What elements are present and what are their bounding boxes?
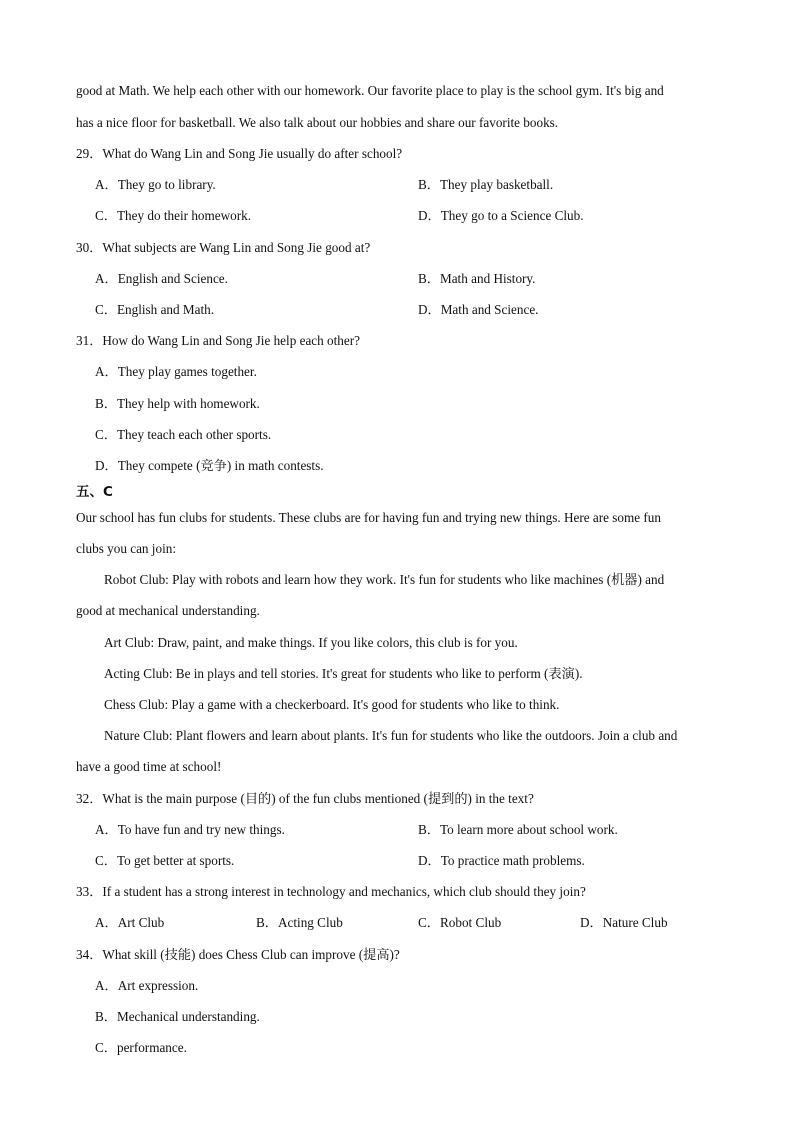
question-33-option-a[interactable]: A．Art Club [95, 915, 165, 930]
chess-club-paragraph: Chess Club: Play a game with a checkerboard. It's good for students who like to think. [104, 697, 560, 712]
passage-c-intro-line-1: Our school has fun clubs for students. These clubs are for having fun and trying new things. Here are some fun [76, 510, 661, 525]
question-30-option-c[interactable]: C．English and Math. [95, 302, 215, 317]
question-34-option-c[interactable]: C．performance. [95, 1040, 187, 1055]
question-30-option-b[interactable]: B．Math and History. [418, 271, 536, 286]
robot-club-line-1: Robot Club: Play with robots and learn how they work. It's fun for students who like machines (机器) and [104, 572, 665, 587]
question-34-stem: 34．What skill (技能) does Chess Club can improve (提高)? [76, 947, 400, 962]
question-33-stem: 33．If a student has a strong interest in technology and mechanics, which club should they join? [76, 884, 586, 899]
question-30-option-d[interactable]: D．Math and Science. [418, 302, 539, 317]
question-34-option-a[interactable]: A．Art expression. [95, 978, 199, 993]
robot-club-line-2: good at mechanical understanding. [76, 603, 260, 618]
nature-club-line-2: have a good time at school! [76, 759, 222, 774]
question-31-option-d[interactable]: D．They compete (竞争) in math contests. [95, 458, 324, 473]
passage-c-intro-line-2: clubs you can join: [76, 541, 176, 556]
passage-b-line-2: has a nice floor for basketball. We also talk about our hobbies and share our favorite books. [76, 115, 559, 130]
question-29-option-d[interactable]: D．They go to a Science Club. [418, 208, 584, 223]
question-34-option-b[interactable]: B．Mechanical understanding. [95, 1009, 260, 1024]
question-31-option-c[interactable]: C．They teach each other sports. [95, 427, 272, 442]
acting-club-paragraph: Acting Club: Be in plays and tell stories. It's great for students who like to perform (表演). [104, 666, 583, 681]
question-31-stem: 31．How do Wang Lin and Song Jie help each other? [76, 333, 360, 348]
nature-club-line-1: Nature Club: Plant flowers and learn about plants. It's fun for students who like the outdoors. Join a club and [104, 728, 678, 743]
question-29-option-a[interactable]: A．They go to library. [95, 177, 216, 192]
question-32-option-b[interactable]: B．To learn more about school work. [418, 822, 618, 837]
question-33-option-d[interactable]: D．Nature Club [580, 915, 668, 930]
question-31-option-b[interactable]: B．They help with homework. [95, 396, 260, 411]
question-29-option-c[interactable]: C．They do their homework. [95, 208, 252, 223]
section-heading: 五、C [76, 484, 113, 500]
question-32-option-d[interactable]: D．To practice math problems. [418, 853, 585, 868]
question-32-option-c[interactable]: C．To get better at sports. [95, 853, 235, 868]
question-32-stem: 32．What is the main purpose (目的) of the fun clubs mentioned (提到的) in the text? [76, 791, 534, 806]
question-29-option-b[interactable]: B．They play basketball. [418, 177, 554, 192]
question-31-option-a[interactable]: A．They play games together. [95, 364, 257, 379]
question-30-option-a[interactable]: A．English and Science. [95, 271, 228, 286]
question-29-stem: 29．What do Wang Lin and Song Jie usually do after school? [76, 146, 403, 161]
question-33-option-b[interactable]: B．Acting Club [256, 915, 343, 930]
passage-b-line-1: good at Math. We help each other with our homework. Our favorite place to play is the school gym. It's big and [76, 83, 664, 98]
art-club-paragraph: Art Club: Draw, paint, and make things. If you like colors, this club is for you. [104, 635, 518, 650]
question-30-stem: 30．What subjects are Wang Lin and Song Jie good at? [76, 240, 371, 255]
question-32-option-a[interactable]: A．To have fun and try new things. [95, 822, 285, 837]
question-33-option-c[interactable]: C．Robot Club [418, 915, 502, 930]
